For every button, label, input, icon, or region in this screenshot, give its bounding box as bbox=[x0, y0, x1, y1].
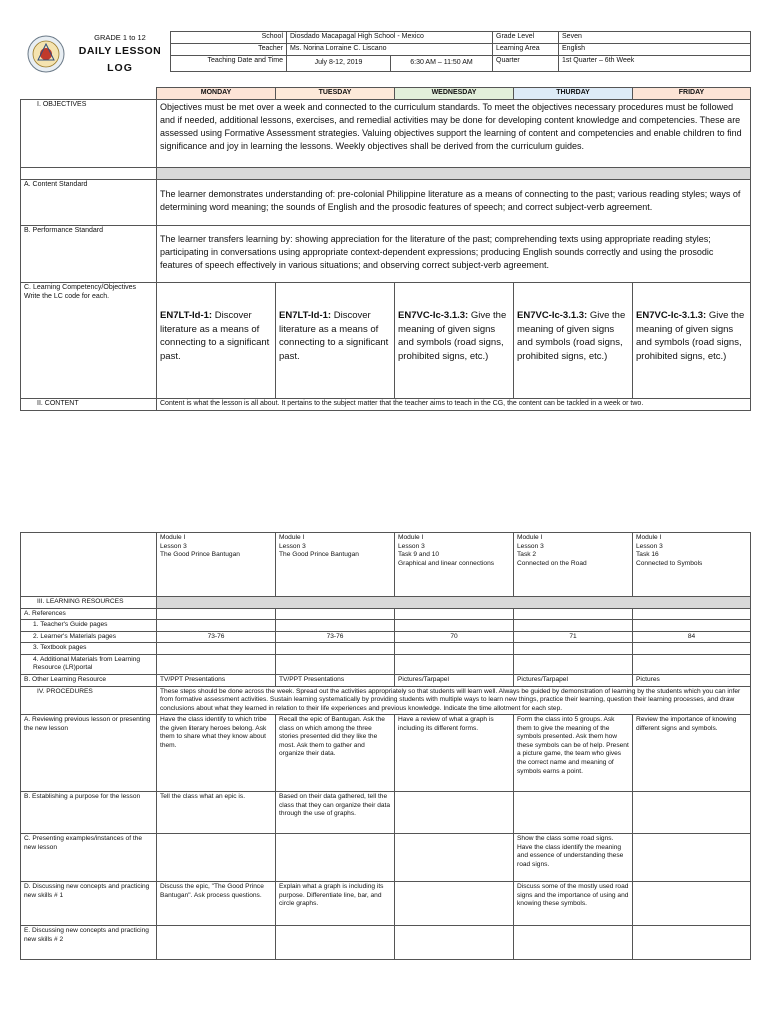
lm-pages-value: 71 bbox=[514, 631, 633, 643]
step-d-cell: Explain what a graph is including its purpose. Differentiate line, bar, and circle graphs. bbox=[276, 882, 395, 926]
grade-level-label: Grade Level bbox=[493, 32, 559, 44]
content-standard-label: A. Content Standard bbox=[21, 179, 157, 225]
step-a-label: A. Reviewing previous lesson or presenting the new lesson bbox=[21, 715, 157, 792]
procedures-table bbox=[20, 532, 751, 960]
day-tuesday: TUESDAY bbox=[276, 88, 395, 100]
other-resource-value: TV/PPT Presentations bbox=[157, 674, 276, 686]
step-a-cell: Have the class identify to which tribe the given literary heroes belong. Ask them to share what they know about them. bbox=[157, 715, 276, 792]
day-friday: FRIDAY bbox=[633, 88, 751, 100]
other-resource-value: Pictures bbox=[633, 674, 751, 686]
lm-pages-value: 73-76 bbox=[157, 631, 276, 643]
doc-title-line1: DAILY LESSON bbox=[78, 45, 162, 58]
step-b-label: B. Establishing a purpose for the lesson bbox=[21, 792, 157, 834]
other-resource-value: TV/PPT Presentations bbox=[276, 674, 395, 686]
other-resource-value: Pictures/Tarpapel bbox=[514, 674, 633, 686]
day-thursday: THURDAY bbox=[514, 88, 633, 100]
learning-area-value: English bbox=[559, 43, 751, 55]
step-d-label: D. Discussing new concepts and practicing new skills # 1 bbox=[21, 882, 157, 926]
lm-pages-value: 73-76 bbox=[276, 631, 395, 643]
objectives-text: Objectives must be met over a week and connected to the curriculum standards. To meet the objectives necessary procedures must be followed and if needed, additional lessons, exercises, and remedial activities may be done for developing content knowledge and competencies. These are assessed using Formative Assessment strategies. Valuing objectives support the learning of content and competencies and enable children to find significance and joy in learning the lessons. Weekly objectives shall be derived from the curriculum guides. bbox=[157, 99, 751, 167]
content-label: II. CONTENT bbox=[21, 398, 157, 410]
lm-pages-label: 2. Learner's Materials pages bbox=[21, 631, 157, 643]
additional-materials-label: 4. Additional Materials from Learning Resource (LR)portal bbox=[21, 654, 157, 674]
objectives-label: I. OBJECTIVES bbox=[21, 99, 157, 167]
module-cell: Module I Lesson 3 Task 16 Connected to Symbols bbox=[633, 533, 751, 597]
school-label: School bbox=[171, 32, 287, 44]
time-value: 6:30 AM – 11:50 AM bbox=[391, 55, 493, 71]
procedures-label: IV. PROCEDURES bbox=[21, 686, 157, 715]
teacher-label: Teacher bbox=[171, 43, 287, 55]
references-label: A. References bbox=[21, 608, 157, 620]
textbook-pages-label: 3. Textbook pages bbox=[21, 643, 157, 655]
step-a-cell: Recall the epic of Bantugan. Ask the class on which among the three stories presented did they like the most. Ask them to gather and organize their data. bbox=[276, 715, 395, 792]
day-monday: MONDAY bbox=[157, 88, 276, 100]
date-label: Teaching Date and Time bbox=[171, 55, 287, 71]
competency-label: C. Learning Competency/Objectives Write the LC code for each. bbox=[21, 282, 157, 398]
header-info-table bbox=[170, 31, 751, 72]
quarter-value: 1st Quarter – 6th Week bbox=[559, 55, 751, 71]
competency-cell: EN7VC-Ic-3.1.3: Give the meaning of given signs and symbols (road signs, prohibited signs, etc.) bbox=[633, 282, 751, 398]
objectives-table bbox=[20, 87, 751, 411]
step-a-cell: Have a review of what a graph is including its different forms. bbox=[395, 715, 514, 792]
step-b-cell: Tell the class what an epic is. bbox=[157, 792, 276, 834]
module-cell: Module I Lesson 3 The Good Prince Bantugan bbox=[157, 533, 276, 597]
resources-label: III. LEARNING RESOURCES bbox=[21, 597, 157, 609]
step-e-label: E. Discussing new concepts and practicing new skills # 2 bbox=[21, 926, 157, 960]
step-c-cell: Show the class some road signs. Have the class identify the meaning and essence of understanding these road signs. bbox=[514, 834, 633, 882]
other-resource-value: Pictures/Tarpapel bbox=[395, 674, 514, 686]
school-value: Diosdado Macapagal High School - Mexico bbox=[287, 32, 493, 44]
day-wednesday: WEDNESDAY bbox=[395, 88, 514, 100]
school-seal-logo bbox=[24, 34, 68, 74]
performance-standard-text: The learner transfers learning by: showing appreciation for the literature of the past; comprehending texts using appropriate reading styles; participating in conversations using appropriate context-dependent expressions; producing English sounds correctly and using the prosodic features of speech effectively in various situations; and observing correct subject-verb agreement. bbox=[157, 225, 751, 282]
procedures-text: These steps should be done across the week. Spread out the activities appropriately so that students will learn well. Always be guided by demonstration of learning by the students which you can infer from formative assessment activities. Sustain learning systematically by providing students with multiple ways to learn new things, practice their learning, question their learning processes, and draw conclusions about what they learned in relation to their life experiences and previous knowledge. Indicate the time allotment for each step. bbox=[157, 686, 751, 715]
performance-standard-label: B. Performance Standard bbox=[21, 225, 157, 282]
competency-cell: EN7LT-Id-1: Discover literature as a means of connecting to a significant past. bbox=[157, 282, 276, 398]
date-value: July 8-12, 2019 bbox=[287, 55, 391, 71]
step-b-cell: Based on their data gathered, tell the class that they can organize their data through the use of graphs. bbox=[276, 792, 395, 834]
step-c-label: C. Presenting examples/instances of the new lesson bbox=[21, 834, 157, 882]
step-a-cell: Form the class into 5 groups. Ask them to give the meaning of the symbols presented. Ask them how these symbols can be of help. Present a picture game, the team who gives the correct name and meaning of symbols earns a point. bbox=[514, 715, 633, 792]
competency-cell: EN7VC-Ic-3.1.3: Give the meaning of given signs and symbols (road signs, prohibited signs, etc.) bbox=[514, 282, 633, 398]
step-d-cell: Discuss the epic, "The Good Prince Bantugan". Ask process questions. bbox=[157, 882, 276, 926]
teacher-value: Ms. Norina Lorraine C. Liscano bbox=[287, 43, 493, 55]
module-cell: Module I Lesson 3 Task 9 and 10 Graphical and linear connections bbox=[395, 533, 514, 597]
module-cell: Module I Lesson 3 Task 2 Connected on the Road bbox=[514, 533, 633, 597]
other-resource-label: B. Other Learning Resource bbox=[21, 674, 157, 686]
content-text: Content is what the lesson is all about. It pertains to the subject matter that the teacher aims to teach in the CG, the content can be tackled in a week or two. bbox=[157, 398, 751, 410]
doc-title-line2: LOG bbox=[107, 61, 133, 74]
learning-area-label: Learning Area bbox=[493, 43, 559, 55]
step-a-cell: Review the importance of knowing different signs and symbols. bbox=[633, 715, 751, 792]
lm-pages-value: 70 bbox=[395, 631, 514, 643]
module-cell: Module I Lesson 3 The Good Prince Bantugan bbox=[276, 533, 395, 597]
competency-cell: EN7VC-Ic-3.1.3: Give the meaning of given signs and symbols (road signs, prohibited signs, etc.) bbox=[395, 282, 514, 398]
content-standard-text: The learner demonstrates understanding of: pre-colonial Philippine literature as a means of connecting to the past; various reading styles; ways of determining word meaning; the sounds of English and the prosodic features of speech; and correct subject-verb agreement. bbox=[157, 179, 751, 225]
grade-level-value: Seven bbox=[559, 32, 751, 44]
step-d-cell: Discuss some of the mostly used road signs and the importance of using and knowing these symbols. bbox=[514, 882, 633, 926]
tg-pages-label: 1. Teacher's Guide pages bbox=[21, 620, 157, 632]
grade-range: GRADE 1 to 12 bbox=[94, 33, 146, 42]
lm-pages-value: 84 bbox=[633, 631, 751, 643]
quarter-label: Quarter bbox=[493, 55, 559, 71]
competency-cell: EN7LT-Id-1: Discover literature as a means of connecting to a significant past. bbox=[276, 282, 395, 398]
